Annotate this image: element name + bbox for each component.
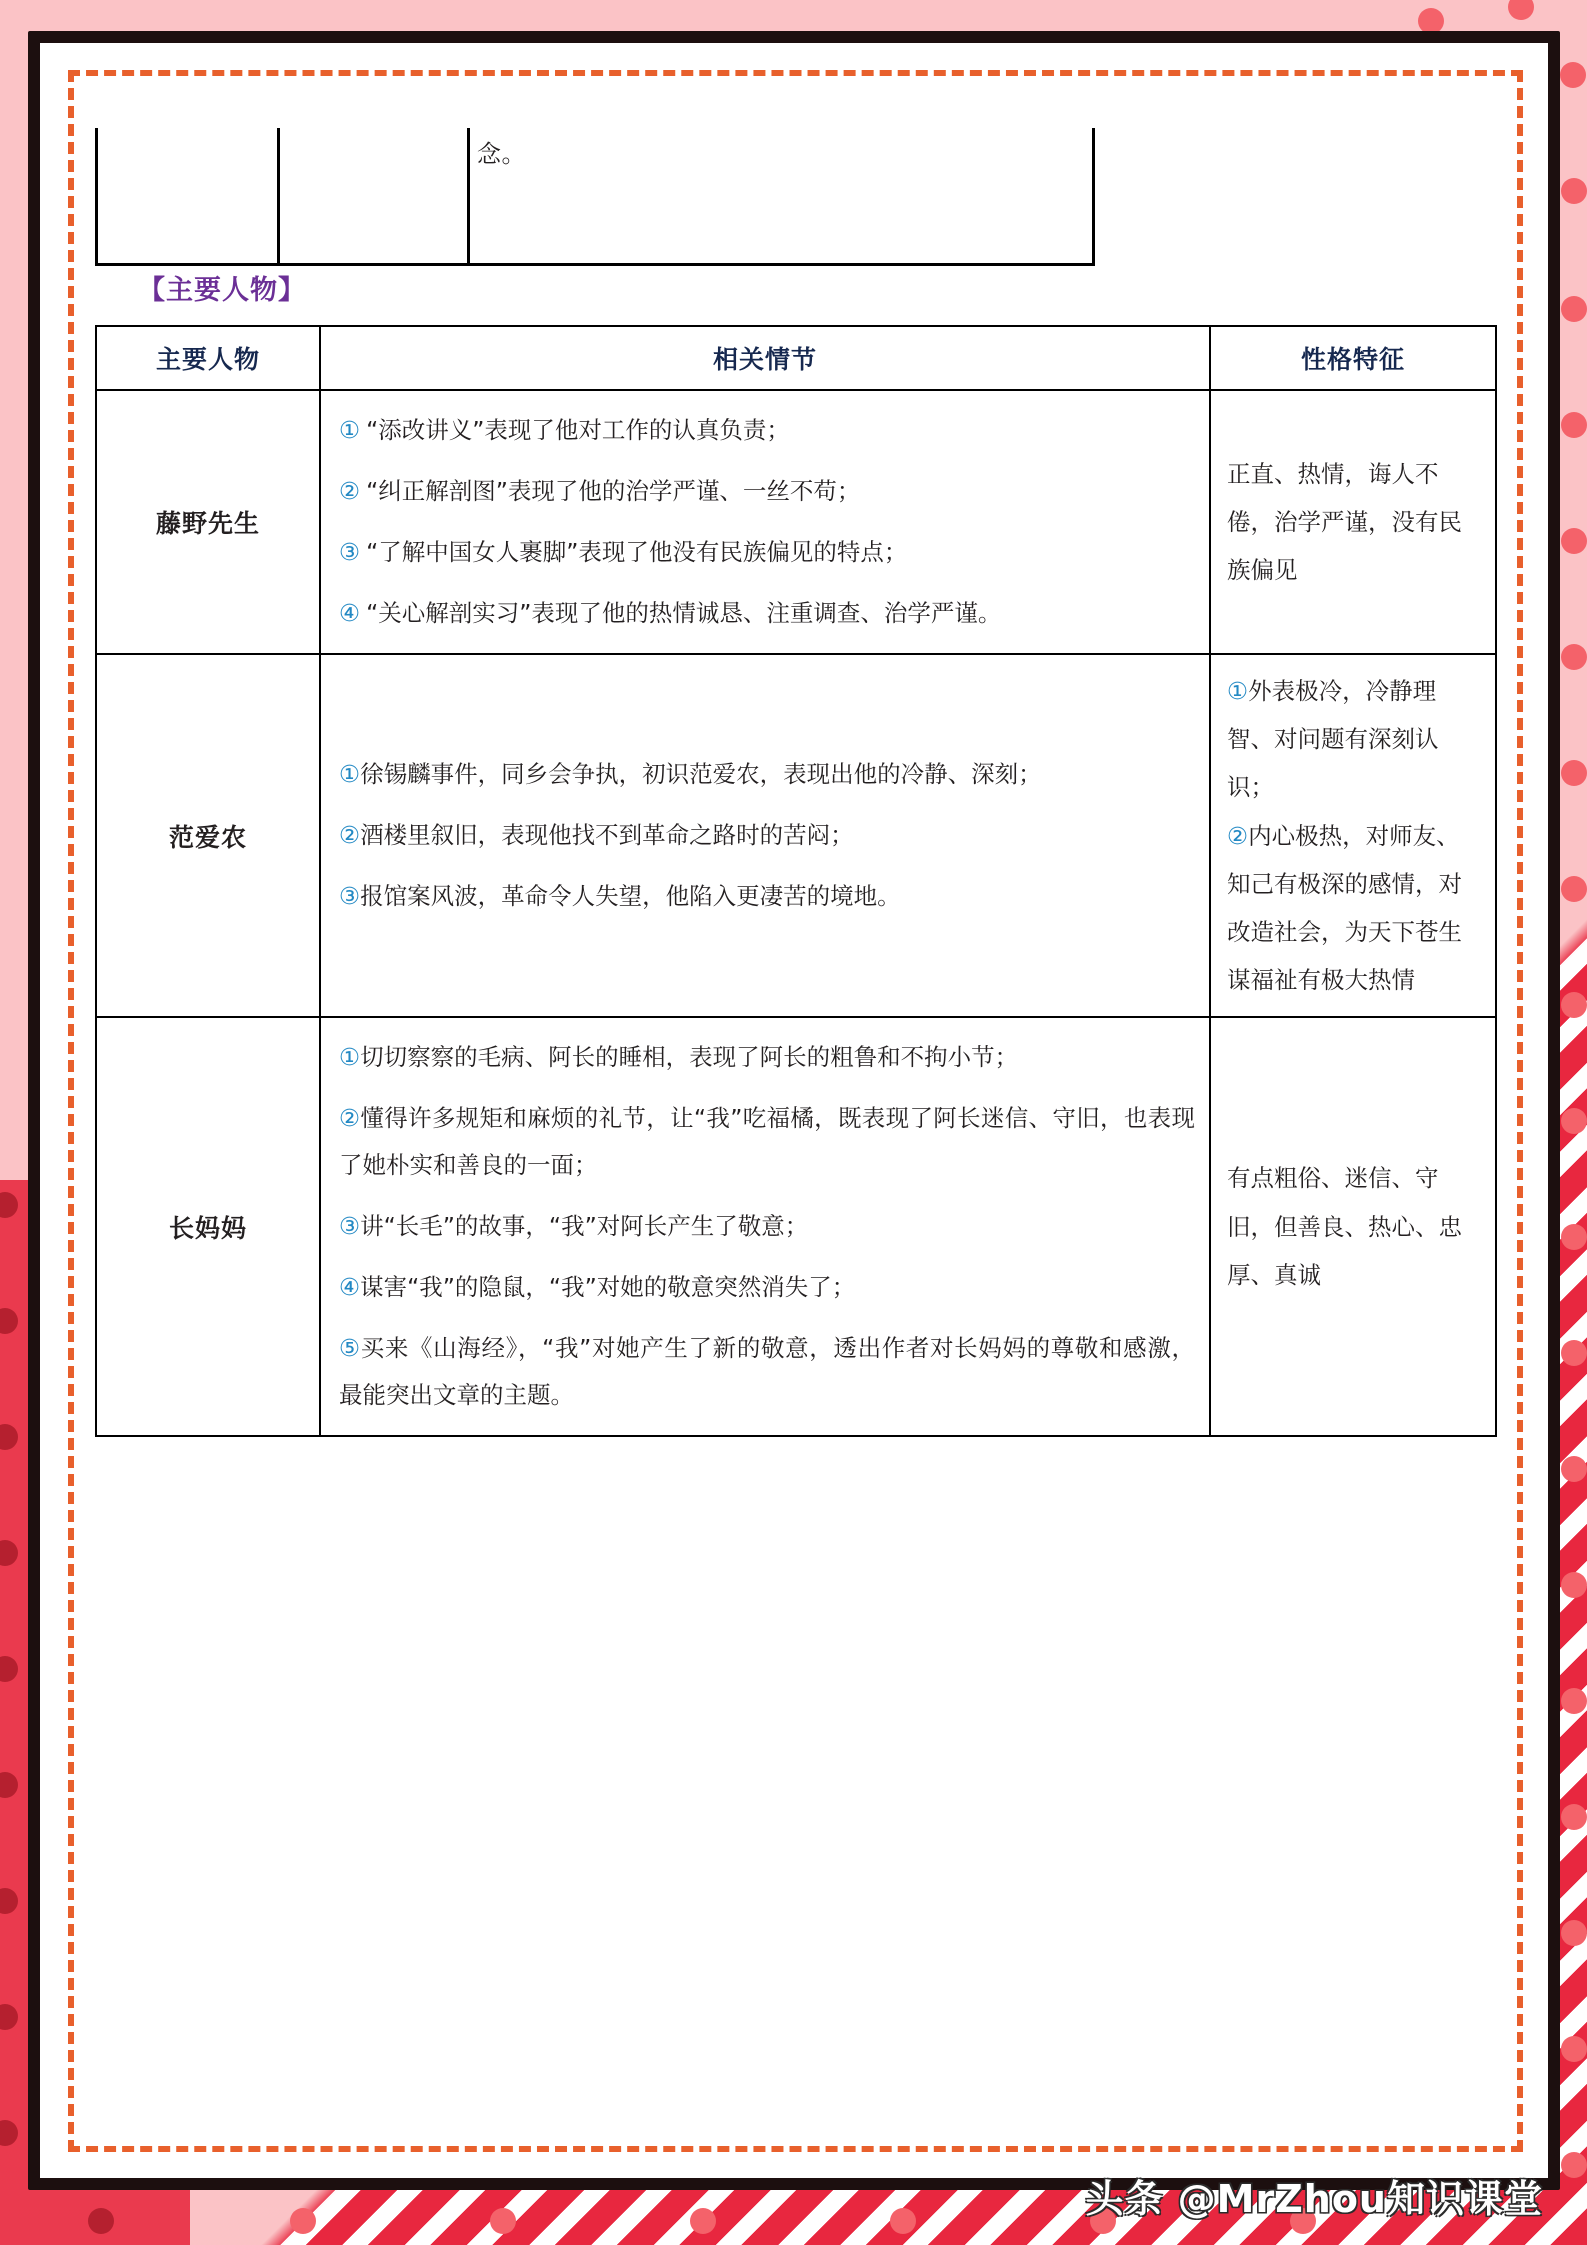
plot-item [339,812,1195,859]
plot-item [339,407,1195,454]
plot-item [339,1325,1195,1419]
column-header-plot: 相关情节 [320,326,1210,390]
character-plot [320,654,1210,1017]
plot-item [339,468,1195,515]
column-header-character: 主要人物 [96,326,320,390]
plot-item [339,529,1195,576]
plot-item [339,873,1195,920]
trait-item-text: 有点粗俗、迷信、守旧，但善良、热心、忠厚、真诚 [1227,1164,1462,1289]
plot-item [339,590,1195,637]
character-traits [1210,654,1496,1017]
trait-item-text: 外表极冷，冷静理智、对问题有深刻认识； [1227,677,1439,802]
page-content [40,43,1548,2178]
trait-item [1227,812,1483,1005]
plot-item-text: 徐锡麟事件，同乡会争执，初识范爱农，表现出他的冷静、深刻； [360,760,1042,789]
trait-item-text: 正直、热情，诲人不倦，治学严谨，没有民族偏见 [1227,459,1462,585]
plot-item-text: “关心解剖实习”表现了他的热情诚恳、注重调查、治学严谨。 [366,599,1002,627]
character-name: 范爱农 [96,654,320,1017]
character-name: 长妈妈 [96,1017,320,1436]
list-marker-icon: ① [339,1043,361,1072]
trait-item [1227,450,1483,595]
character-plot [320,390,1210,654]
plot-item [339,1095,1195,1189]
list-marker-icon: ② [339,477,361,505]
plot-item-text: 买来《山海经》，“我”对她产生了新的敬意，透出作者对长妈妈的尊敬和感激，最能突出文章的主题。 [339,1334,1195,1410]
list-marker-icon: ③ [339,538,361,566]
watermark: 头条 @MrZhou知识课堂 [1085,2177,1543,2221]
character-name: 藤野先生 [96,390,320,654]
trait-item [1227,667,1483,812]
plot-item [339,751,1195,798]
table-row [96,1017,1496,1436]
character-traits [1210,1017,1496,1436]
column-header-traits: 性格特征 [1210,326,1496,390]
trait-item-text: 内心极热，对师友、知己有极深的感情，对改造社会，为天下苍生谋福祉有极大热情 [1227,821,1462,995]
continued-table-text: 念。 [477,140,526,168]
trait-item [1227,1154,1483,1299]
list-marker-icon: ① [339,416,361,444]
plot-item-text: “纠正解剖图”表现了他的治学严谨、一丝不苟； [366,477,861,505]
list-marker-icon: ④ [339,1273,361,1302]
table-row [96,390,1496,654]
list-marker-icon: ② [339,1104,361,1133]
list-marker-icon: ③ [339,1212,361,1241]
list-marker-icon: ⑤ [339,1334,361,1363]
plot-item-text: 切切察察的毛病、阿长的睡相，表现了阿长的粗鲁和不拘小节； [360,1043,1019,1072]
plot-item [339,1203,1195,1250]
plot-item-text: “添改讲义”表现了他对工作的认真负责； [366,416,790,444]
plot-item-text: 讲“长毛”的故事，“我”对阿长产生了敬意； [360,1212,809,1241]
main-characters-table [95,325,1497,1437]
table-header-row [96,326,1496,390]
list-marker-icon: ② [339,821,361,850]
list-marker-icon: ① [339,760,361,789]
plot-item-text: “了解中国女人裹脚”表现了他没有民族偏见的特点； [366,538,908,566]
plot-item [339,1034,1195,1081]
plot-item [339,1264,1195,1311]
plot-item-text: 酒楼里叙旧，表现他找不到革命之路时的苦闷； [360,821,854,850]
table-row [96,654,1496,1017]
list-marker-icon: ④ [339,599,361,627]
character-plot [320,1017,1210,1436]
plot-item-text: 懂得许多规矩和麻烦的礼节，让“我”吃福橘，既表现了阿长迷信、守旧，也表现了她朴实和善良的一面； [339,1104,1195,1180]
section-heading: 【主要人物】 [138,275,306,306]
list-marker-icon: ① [1227,677,1249,705]
list-marker-icon: ③ [339,882,361,911]
plot-item-text: 谋害“我”的隐鼠，“我”对她的敬意突然消失了； [360,1273,856,1302]
plot-item-text: 报馆案风波，革命令人失望，他陷入更凄苦的境地。 [360,882,901,911]
character-traits [1210,390,1496,654]
continued-table-fragment [95,128,1095,266]
list-marker-icon: ② [1227,821,1249,850]
